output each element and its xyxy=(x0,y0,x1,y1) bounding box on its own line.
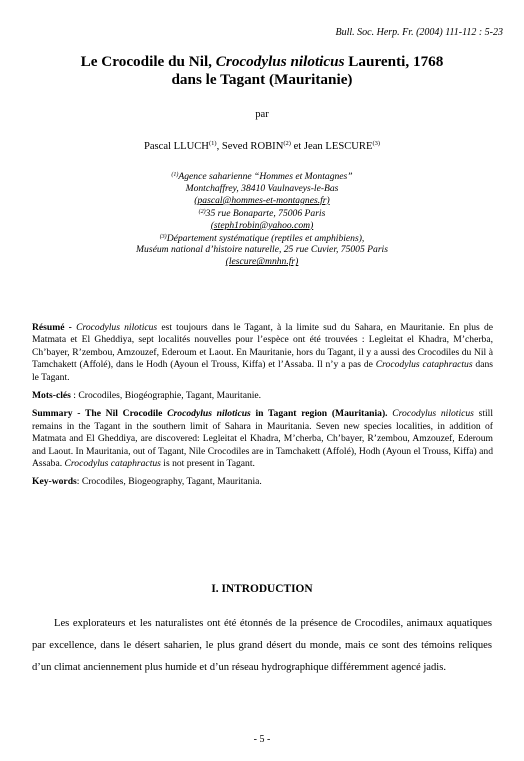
resume-text: est toujours dans le Tagant, à la limite sud du Sahara, en Mauritanie. En plus de Matmata et El Gheddiya, sept localités nouvelles pour l’espèce ont été trouvées : Legleitat el Khadra, M’cherba, Ch’bayer, R’zembou, Amzouzef, Ederoum et Laout. En Mauritanie, hors du Tagant, il y a aussi des Crocodiles du Nil à Tamchakett (Affolé), dans le Hodh (Ayoun el Trouss, Kiffa) et l’Assaba. Il n’y a pas de xyxy=(32,322,494,371)
author-separator: et xyxy=(290,141,304,152)
affiliation-mark: (3) xyxy=(159,233,167,240)
article-title xyxy=(40,53,484,89)
affiliation-email[interactable]: (pascal@hommes-et-montagnes.fr) xyxy=(194,194,330,206)
summary-label: Summary - The Nil Crocodile xyxy=(32,408,168,420)
summary-paragraph xyxy=(32,408,493,470)
motscles-text: : Crocodiles, Biogéographie, Tagant, Mauritanie. xyxy=(70,390,262,402)
title-line-2: dans le Tagant (Mauritanie) xyxy=(171,71,353,88)
author-name: Seved ROBIN xyxy=(221,141,284,152)
affiliation-2 xyxy=(40,207,484,232)
title-part: Laurenti, 1768 xyxy=(344,53,444,70)
intro-paragraph: Les explorateurs et les naturalistes ont été étonnés de la présence de Crocodiles, animaux aquatiques par excellence, dans le désert saharien, le plus grand désert du monde, mais ce sont des témoins reliques d’un climat anciennement plus humide et d’un réseau hydrographique différemment agencé jadis. xyxy=(32,618,492,673)
author-name: Pascal LLUCH xyxy=(143,141,209,152)
affiliation-1 xyxy=(40,170,484,207)
species-name: Crocodylus niloticus xyxy=(167,408,251,420)
species-name: Crocodylus cataphractus xyxy=(375,359,473,371)
summary-text: is not present in Tagant. xyxy=(160,458,255,470)
author-list xyxy=(0,140,524,152)
abstract-block xyxy=(32,322,493,489)
author-mark: (3) xyxy=(372,140,381,147)
affiliation-email[interactable]: (lescure@mnhn.fr) xyxy=(225,256,299,268)
species-name: Crocodylus niloticus xyxy=(392,408,474,420)
keywords-text: : Crocodiles, Biogeography, Tagant, Mauritania. xyxy=(76,476,262,488)
affiliation-line: Muséum national d’histoire naturelle, 25 rue Cuvier, 75005 Paris xyxy=(136,244,388,256)
author-mark: (2) xyxy=(283,140,291,147)
affiliation-mark: (2) xyxy=(198,208,206,215)
summary-label: in Tagant region (Mauritania). xyxy=(250,408,388,420)
by-label: par xyxy=(255,109,269,120)
affiliation-email[interactable]: (steph1robin@yahoo.com) xyxy=(210,219,314,231)
resume-text: dans le Tagant. xyxy=(32,359,494,383)
author-mark: (1) xyxy=(208,140,217,147)
affiliation-mark: (1) xyxy=(171,172,179,178)
affiliation-3 xyxy=(40,232,484,269)
page-number: - 5 - xyxy=(253,734,271,745)
motscles-label: Mots-clés xyxy=(32,390,71,402)
journal-reference: Bull. Soc. Herp. Fr. (2004) 111-112 : 5-23 xyxy=(335,27,503,38)
body-text xyxy=(32,613,492,679)
section-heading: I. INTRODUCTION xyxy=(211,583,313,595)
author-name: Jean LESCURE xyxy=(303,141,373,152)
affiliations xyxy=(40,170,484,268)
resume-label: Résumé - xyxy=(32,322,77,333)
title-species: Crocodylus niloticus xyxy=(215,53,345,70)
affiliation-line: Département systématique (reptiles et amphibiens), xyxy=(166,232,365,244)
affiliation-line: 35 rue Bonaparte, 75006 Paris xyxy=(205,207,326,219)
keywords-paragraph xyxy=(32,476,493,488)
affiliation-line: Montchaffrey, 38410 Vaulnaveys-le-Bas xyxy=(185,182,339,194)
affiliation-line: Agence saharienne “Hommes et Montagnes” xyxy=(178,171,353,182)
species-name: Crocodylus niloticus xyxy=(76,322,158,333)
title-part: Le Crocodile du Nil, xyxy=(80,53,216,70)
keywords-label: Key-words xyxy=(32,476,77,488)
species-name: Crocodylus cataphractus xyxy=(64,458,161,470)
resume-paragraph xyxy=(32,322,493,384)
summary-text: still remains in the Tagant in the southern limit of Sahara in Mauritania. Seven new species localities, in addition of Matmata and El Gheddiya, are discovered: Legleitat el Khadra, M’cherba, Ch’bayer, R’zembou, Amzouzef, Ederoum and Laout. In Mauritania, out of Tagant, Nile Crocodiles are in Tamchakett (Affolé), Hodh (Ayoun el Trouss, Kiffa) and Assaba. xyxy=(32,408,494,470)
motscles-paragraph xyxy=(32,390,493,402)
author-separator: , xyxy=(216,141,222,152)
